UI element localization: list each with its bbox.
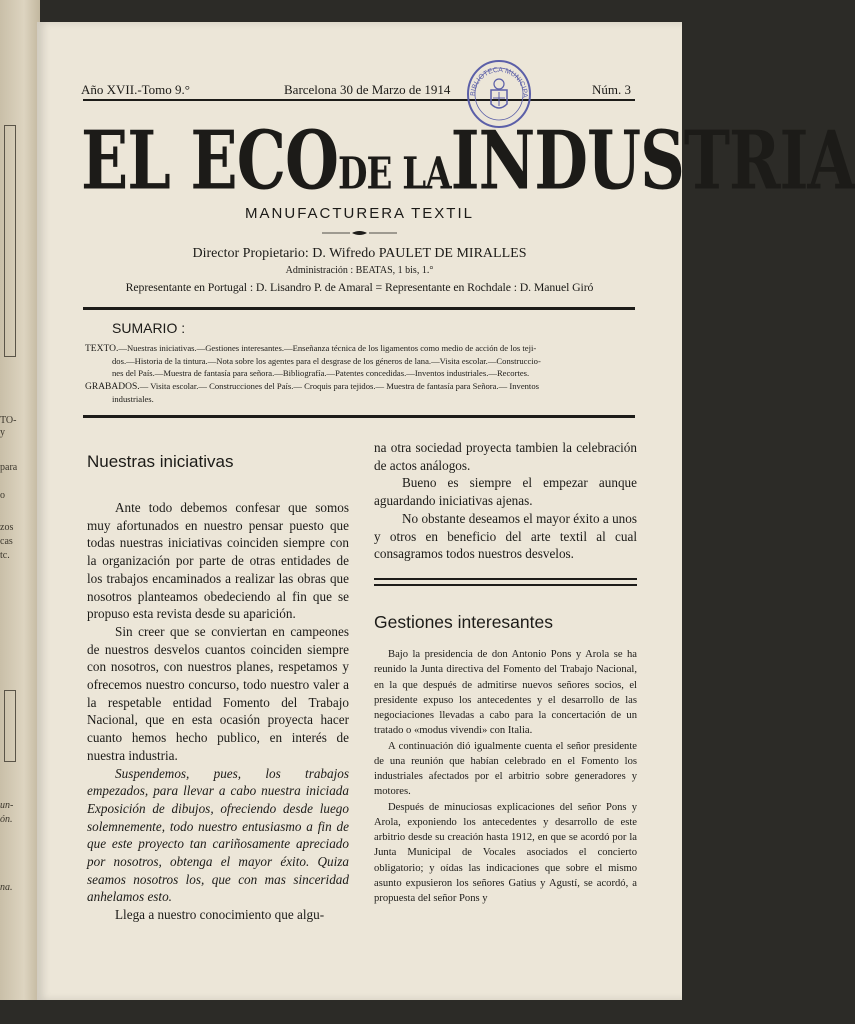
- issue-date: Barcelona 30 de Marzo de 1914: [284, 82, 451, 97]
- issue-number: Núm. 3: [592, 82, 631, 97]
- previous-page-fragment: o: [0, 490, 5, 501]
- sumario-body: TEXTO.—Nuestras iniciativas.—Gestiones interesantes.—Enseñanza técnica de los ligamentos como medio de acción de los teji- dos.—Historia de la tintura.—Nota sobre los agentes para el desgrase de los géneros de lana.—Visita escolar.—Construccio- nes del País.—Muestra de fantasía para señora.—Bibliografía.—Patentes concedidas.—Inventos industriales.—Recortes. GRABADOS.— Visita escolar.— Construcciones del País.— Croquis para tejidos.— Muestra de fantasía para Señora.— Inventos industriales.: [85, 343, 541, 404]
- ornament-divider: [322, 230, 397, 236]
- previous-page-border: [4, 125, 16, 357]
- previous-page-edge: [0, 0, 40, 1000]
- volume-info: Año XVII.-Tomo 9.°: [81, 82, 190, 97]
- previous-page-border: [4, 690, 16, 762]
- section-rule: [374, 584, 637, 586]
- stamp-text: BIBLIOTECA MUNICIPA: [469, 66, 529, 98]
- previous-page-fragment: ón.: [0, 814, 13, 825]
- credits-rule: [83, 307, 635, 310]
- article-title: Nuestras iniciativas: [87, 452, 234, 471]
- masthead-subtitle: MANUFACTURERA TEXTIL: [245, 205, 474, 222]
- previous-page-fragment: y: [0, 427, 5, 438]
- previous-page-fragment: TO-: [0, 415, 17, 426]
- article-body-left: Ante todo debemos confesar que somos muy afortunados en nuestro pensar puesto que todas nuestras iniciativas coinciden siempre con la organización por parte de otras entidades de los trabajos encaminados a realizar las obras que nosotros planteamos obedeciendo al fin que se propuso esta revista desde su aparición. Sin creer que se conviertan en campeones de nuestros desvelos cuantos coinciden siempre con nosotros, con nuestros planes, respetamos y ofrecemos nuestro concurso, todo nuestro valer a la respetable entidad Fomento del Trabajo Nacional, que en esta ocasión proyecta hacer cuanto hemos hecho publico, en interés de nuestra industria. Suspendemos, pues, los trabajos empezados, para llevar a cabo nuestra iniciada Exposición de dibujos, ofreciendo desde luego solemnemente, todo nuestro entusiasmo a fin de que este proyecto tan cariñosamente apreciado por nosotros, obtenga el mayor éxito. Quiza seamos nosotros los, que con mas sinceridad anhelamos esto. Llega a nuestro conocimiento que algu-: [87, 500, 349, 923]
- administration-line: Administración : BEATAS, 1 bis, 1.°: [285, 265, 434, 276]
- previous-page-fragment: tc.: [0, 550, 10, 561]
- director-line: Director Propietario: D. Wifredo PAULET DE MIRALLES: [192, 246, 527, 261]
- masthead-title: EL ECODE LAINDUSTRIA: [81, 112, 855, 208]
- previous-page-fragment: cas: [0, 536, 13, 547]
- previous-page-fragment: un-: [0, 800, 14, 811]
- previous-page-fragment: na.: [0, 882, 13, 893]
- previous-page-fragment: zos: [0, 522, 14, 533]
- article-title: Gestiones interesantes: [374, 612, 553, 632]
- section-rule: [374, 578, 637, 580]
- article-body-gestiones: Bajo la presidencia de don Antonio Pons y Arola se ha reunido la Junta directiva del Fomento del Trabajo Nacional, en la que después de admitirse nuevos señores socios, el presidente expuso los antecedentes y el desarrollo de las negociaciones llevadas a cabo para la concertación de un tratado o «modus vivendi» con Italia. A continuación dió igualmente cuenta el señor presidente de una reunión que habían celebrado en el Fomento los industriales afectados por el arbitrio sobre generadores y motores. Después de minuciosas explicaciones del señor Pons y Arola, exponiendo los antecedentes y desarrollo de este arbitrio desde su creación hasta 1912, en que se acordó por la Junta Municipal de Vocales asociados el concierto obligatorio; y oídas las indicaciones que sobre el mismo asunto expusieron los señores Gatius y Agustí, se acordó, a propuesta del señor Pons y: [374, 649, 637, 904]
- article-body-right: na otra sociedad proyecta tambien la celebración de actos análogos. Bueno es siempre el empezar aunque aguardando iniciativas ajenas. No obstante deseamos el mayor éxito a unos y otros en beneficio del arte textil al cual consagramos todos nuestros desvelos.: [374, 440, 637, 562]
- previous-page-fragment: para: [0, 462, 18, 473]
- newspaper-page: [37, 22, 855, 1000]
- representatives-line: Representante en Portugal : D. Lisandro P. de Amaral = Representante en Rochdale : D. Manuel Giró: [125, 280, 594, 294]
- sumario-rule: [83, 415, 635, 418]
- sumario-title: SUMARIO :: [112, 320, 186, 336]
- header-rule: [83, 99, 635, 101]
